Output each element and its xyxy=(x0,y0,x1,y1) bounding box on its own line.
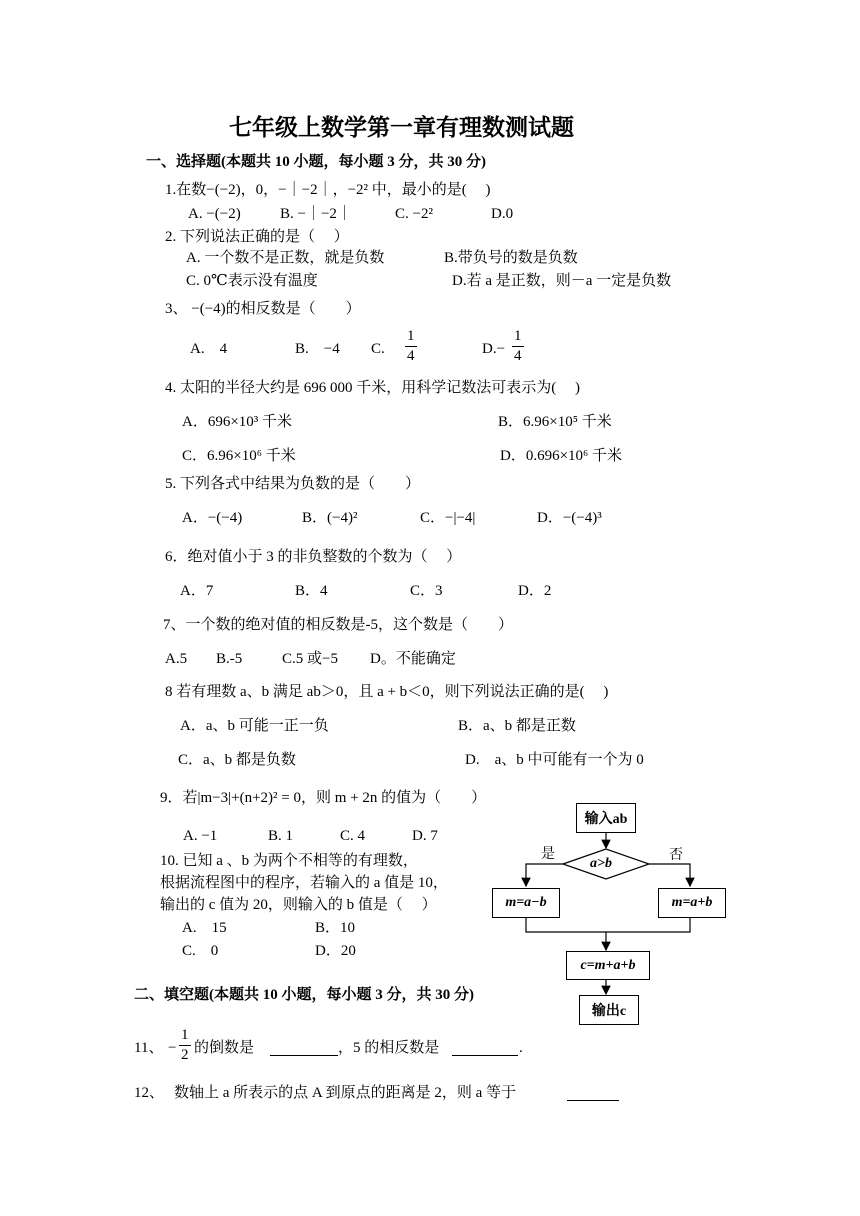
q3-option-d-fraction: $\frac{1}{4}$ xyxy=(514,328,522,364)
q10-option-a: A. 15 xyxy=(182,920,227,936)
q12-text: 数轴上 a 所表示的点 A 到原点的距离是 2，则 a 等于 xyxy=(174,1085,517,1101)
q5-stem: 5. 下列各式中结果为负数的是（ ） xyxy=(165,476,421,492)
q11-fraction: $\frac{1}{2}$ xyxy=(181,1027,189,1063)
q10-line3: 输出的 c 值为 20，则输入的 b 值是（ ） xyxy=(160,897,437,913)
q3-option-b: B. −4 xyxy=(295,341,340,357)
flowchart-left-box: m=a−b xyxy=(492,888,560,918)
q10-option-c: C. 0 xyxy=(182,943,219,959)
page-title: 七年级上数学第一章有理数测试题 xyxy=(229,115,574,140)
q2-option-b: B.带负号的数是负数 xyxy=(444,250,578,266)
q9-option-a: A. −1 xyxy=(183,828,218,844)
q1-stem: 1.在数−(−2)，0，−｜−2｜，−2² 中，最小的是( ) xyxy=(165,182,491,198)
q7-stem: 7、一个数的绝对值的相反数是-5，这个数是（ ） xyxy=(163,617,513,633)
q11-end: . xyxy=(519,1040,523,1056)
q8-stem: 8 若有理数 a、b 满足 ab＞0，且 a + b＜0，则下列说法正确的是( ) xyxy=(165,684,609,700)
q8-option-b: B．a、b 都是正数 xyxy=(458,718,576,734)
q3-option-c-fraction: $\frac{1}{4}$ xyxy=(407,328,415,364)
flowchart-right-box: m=a+b xyxy=(658,888,726,918)
q7-option-b: B.-5 xyxy=(216,651,243,667)
q11-blank-1[interactable] xyxy=(270,1041,338,1056)
q10-line1: 10. 已知 a 、b 为两个不相等的有理数， xyxy=(160,853,418,869)
flowchart-input-box: 输入ab xyxy=(576,803,636,833)
q7-option-d: D。不能确定 xyxy=(370,651,456,667)
q1-option-c: C. −2² xyxy=(395,206,433,222)
q12-number: 12、 xyxy=(134,1085,165,1101)
q9-option-b: B. 1 xyxy=(268,828,294,844)
q10-line2: 根据流程图中的程序，若输入的 a 值是 10， xyxy=(160,875,448,891)
q4-stem: 4. 太阳的半径大约是 696 000 千米，用科学记数法可表示为( ) xyxy=(165,380,580,396)
q8-option-c: C．a、b 都是负数 xyxy=(178,752,296,768)
q1-option-d: D.0 xyxy=(491,206,514,222)
q11-blank-2[interactable] xyxy=(452,1041,518,1056)
q10-option-b: B．10 xyxy=(315,920,356,936)
q9-option-d: D. 7 xyxy=(412,828,438,844)
q6-option-b: B．4 xyxy=(295,583,328,599)
q9-option-c: C. 4 xyxy=(340,828,366,844)
q11-number: 11、 xyxy=(134,1040,164,1056)
q5-option-b: B．(−4)² xyxy=(302,510,358,526)
q11-text1: 的倒数是 xyxy=(194,1040,255,1056)
flowchart-yes-label: 是 xyxy=(541,847,555,862)
q2-option-d: D.若 a 是正数，则－a 一定是负数 xyxy=(452,273,672,289)
q5-option-d: D．−(−4)³ xyxy=(537,510,602,526)
q9-stem: 9．若|m−3|+(n+2)² = 0，则 m + 2n 的值为（ ） xyxy=(160,790,487,806)
q4-option-d: D．0.696×10⁶ 千米 xyxy=(500,448,623,464)
q6-option-a: A．7 xyxy=(180,583,214,599)
q6-option-d: D．2 xyxy=(518,583,552,599)
q11-text2: ，5 的相反数是 xyxy=(338,1040,440,1056)
q6-option-c: C．3 xyxy=(410,583,443,599)
q12-blank[interactable] xyxy=(567,1086,619,1101)
q3-stem: 3、 −(−4)的相反数是（ ） xyxy=(165,301,361,317)
q11-negative-sign: − xyxy=(168,1040,177,1056)
section-heading-fill: 二、填空题(本题共 10 小题，每小题 3 分，共 30 分) xyxy=(134,987,474,1003)
flowchart-no-label: 否 xyxy=(669,848,683,863)
q7-option-a: A.5 xyxy=(165,651,188,667)
q6-stem: 6．绝对值小于 3 的非负整数的个数为（ ） xyxy=(165,549,462,565)
q3-option-c: C. xyxy=(371,341,385,357)
q5-option-c: C．−|−4| xyxy=(420,510,476,526)
q8-option-d: D. a、b 中可能有一个为 0 xyxy=(465,752,644,768)
q2-option-c: C. 0℃表示没有温度 xyxy=(186,273,318,289)
q7-option-c: C.5 或−5 xyxy=(282,651,338,667)
q3-option-a: A. 4 xyxy=(190,341,228,357)
q1-option-b: B. −｜−2｜ xyxy=(280,206,352,222)
q1-option-a: A. −(−2) xyxy=(188,206,241,222)
flowchart-sum-box: c=m+a+b xyxy=(566,951,650,980)
q4-option-a: A．696×10³ 千米 xyxy=(182,414,293,430)
q8-option-a: A．a、b 可能一正一负 xyxy=(180,718,329,734)
q10-option-d: D．20 xyxy=(315,943,356,959)
q4-option-b: B．6.96×10⁵ 千米 xyxy=(498,414,612,430)
flowchart-output-box: 输出c xyxy=(579,995,639,1025)
flowchart-condition: a>b xyxy=(590,856,612,871)
q5-option-a: A．−(−4) xyxy=(182,510,243,526)
q2-stem: 2. 下列说法正确的是（ ） xyxy=(165,229,349,245)
section-heading-choice: 一、选择题(本题共 10 小题，每小题 3 分，共 30 分) xyxy=(146,154,486,170)
q3-option-d: D.− xyxy=(482,341,506,357)
q4-option-c: C．6.96×10⁶ 千米 xyxy=(182,448,296,464)
q2-option-a: A. 一个数不是正数，就是负数 xyxy=(186,250,385,266)
